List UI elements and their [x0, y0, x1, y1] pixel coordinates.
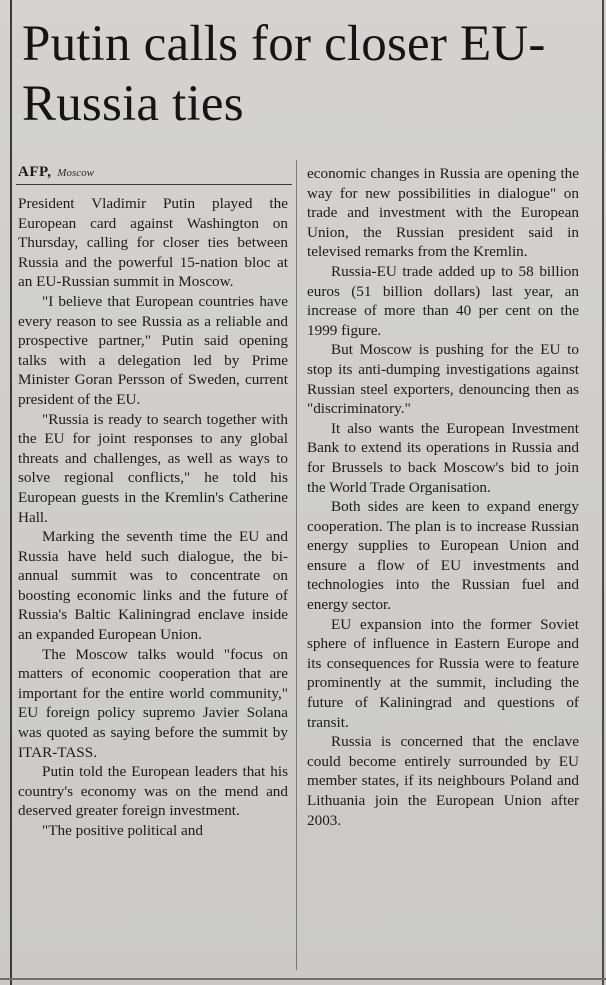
paragraph: Russia is concerned that the enclave could become entirely surrounded by EU member states, if its neighbours Poland and Lithuania join the European Union after 2003.	[307, 733, 579, 829]
article-column-1	[18, 194, 288, 841]
paragraph: The Moscow talks would "focus on matters of economic cooperation that are important for the entire world community," EU foreign policy supremo Javier Solana was quoted as saying before the summit by ITAR-TASS.	[18, 645, 288, 761]
left-border-rule	[10, 0, 12, 985]
column-divider	[296, 160, 297, 970]
headline: Putin calls for closer EU-Russia ties	[22, 16, 546, 132]
paragraph: EU expansion into the former Soviet sphere of influence in Eastern Europe and its consequences for Russia were to feature prominently at the summit, including the future of Kaliningrad and questions of transit.	[307, 615, 579, 731]
paragraph: President Vladimir Putin played the European card against Washington on Thursday, calling for closer ties between Russia and the powerful 15-nation bloc at an EU-Russian summit in Moscow.	[18, 195, 288, 291]
paragraph: But Moscow is pushing for the EU to stop its anti-dumping investigations against Russian steel exporters, denouncing then as "discriminatory."	[307, 341, 579, 418]
byline	[18, 163, 94, 182]
paragraph: "The positive political and	[42, 822, 203, 839]
byline-divider	[16, 184, 292, 185]
paragraph: "I believe that European countries have every reason to see Russia as a reliable and prospective partner," Putin said opening talks with a delegation led by Prime Minister Goran Persson of Sweden, current president of the EU.	[18, 292, 288, 408]
bottom-border-rule	[0, 978, 606, 980]
article-column-2	[307, 164, 579, 830]
paragraph: It also wants the European Investment Bank to extend its operations in Russia and for Brussels to back Moscow's bid to join the World Trade Organisation.	[307, 419, 579, 496]
paragraph: Marking the seventh time the EU and Russia have held such dialogue, the bi-annual summit was to concentrate on boosting economic links and the future of Russia's Baltic Kaliningrad enclave inside an expanded European Union.	[18, 528, 288, 644]
right-border-rule	[602, 0, 604, 985]
paragraph: Russia-EU trade added up to 58 billion euros (51 billion dollars) last year, an increase of more than 40 per cent on the 1999 figure.	[307, 262, 579, 339]
byline-city: Moscow	[57, 167, 94, 179]
paragraph: Putin told the European leaders that his country's economy was on the mend and deserved greater foreign investment.	[18, 763, 288, 820]
byline-agency: AFP,	[18, 164, 52, 180]
paragraph: "Russia is ready to search together with the EU for joint responses to any global threats and challenges, as well as ways to solve regional conflicts," he told his European guests in the Kremlin's Catherine Hall.	[18, 410, 288, 526]
paragraph: Both sides are keen to expand energy cooperation. The plan is to increase Russian energy supplies to European Union and ensure a flow of EU investments and technologies into the Russian fuel and energy sector.	[307, 498, 579, 614]
paragraph: economic changes in Russia are opening the way for new possibilities in dialogue" on trade and investment with the European Union, the Russian president said in televised remarks from the Kremlin.	[307, 165, 579, 261]
